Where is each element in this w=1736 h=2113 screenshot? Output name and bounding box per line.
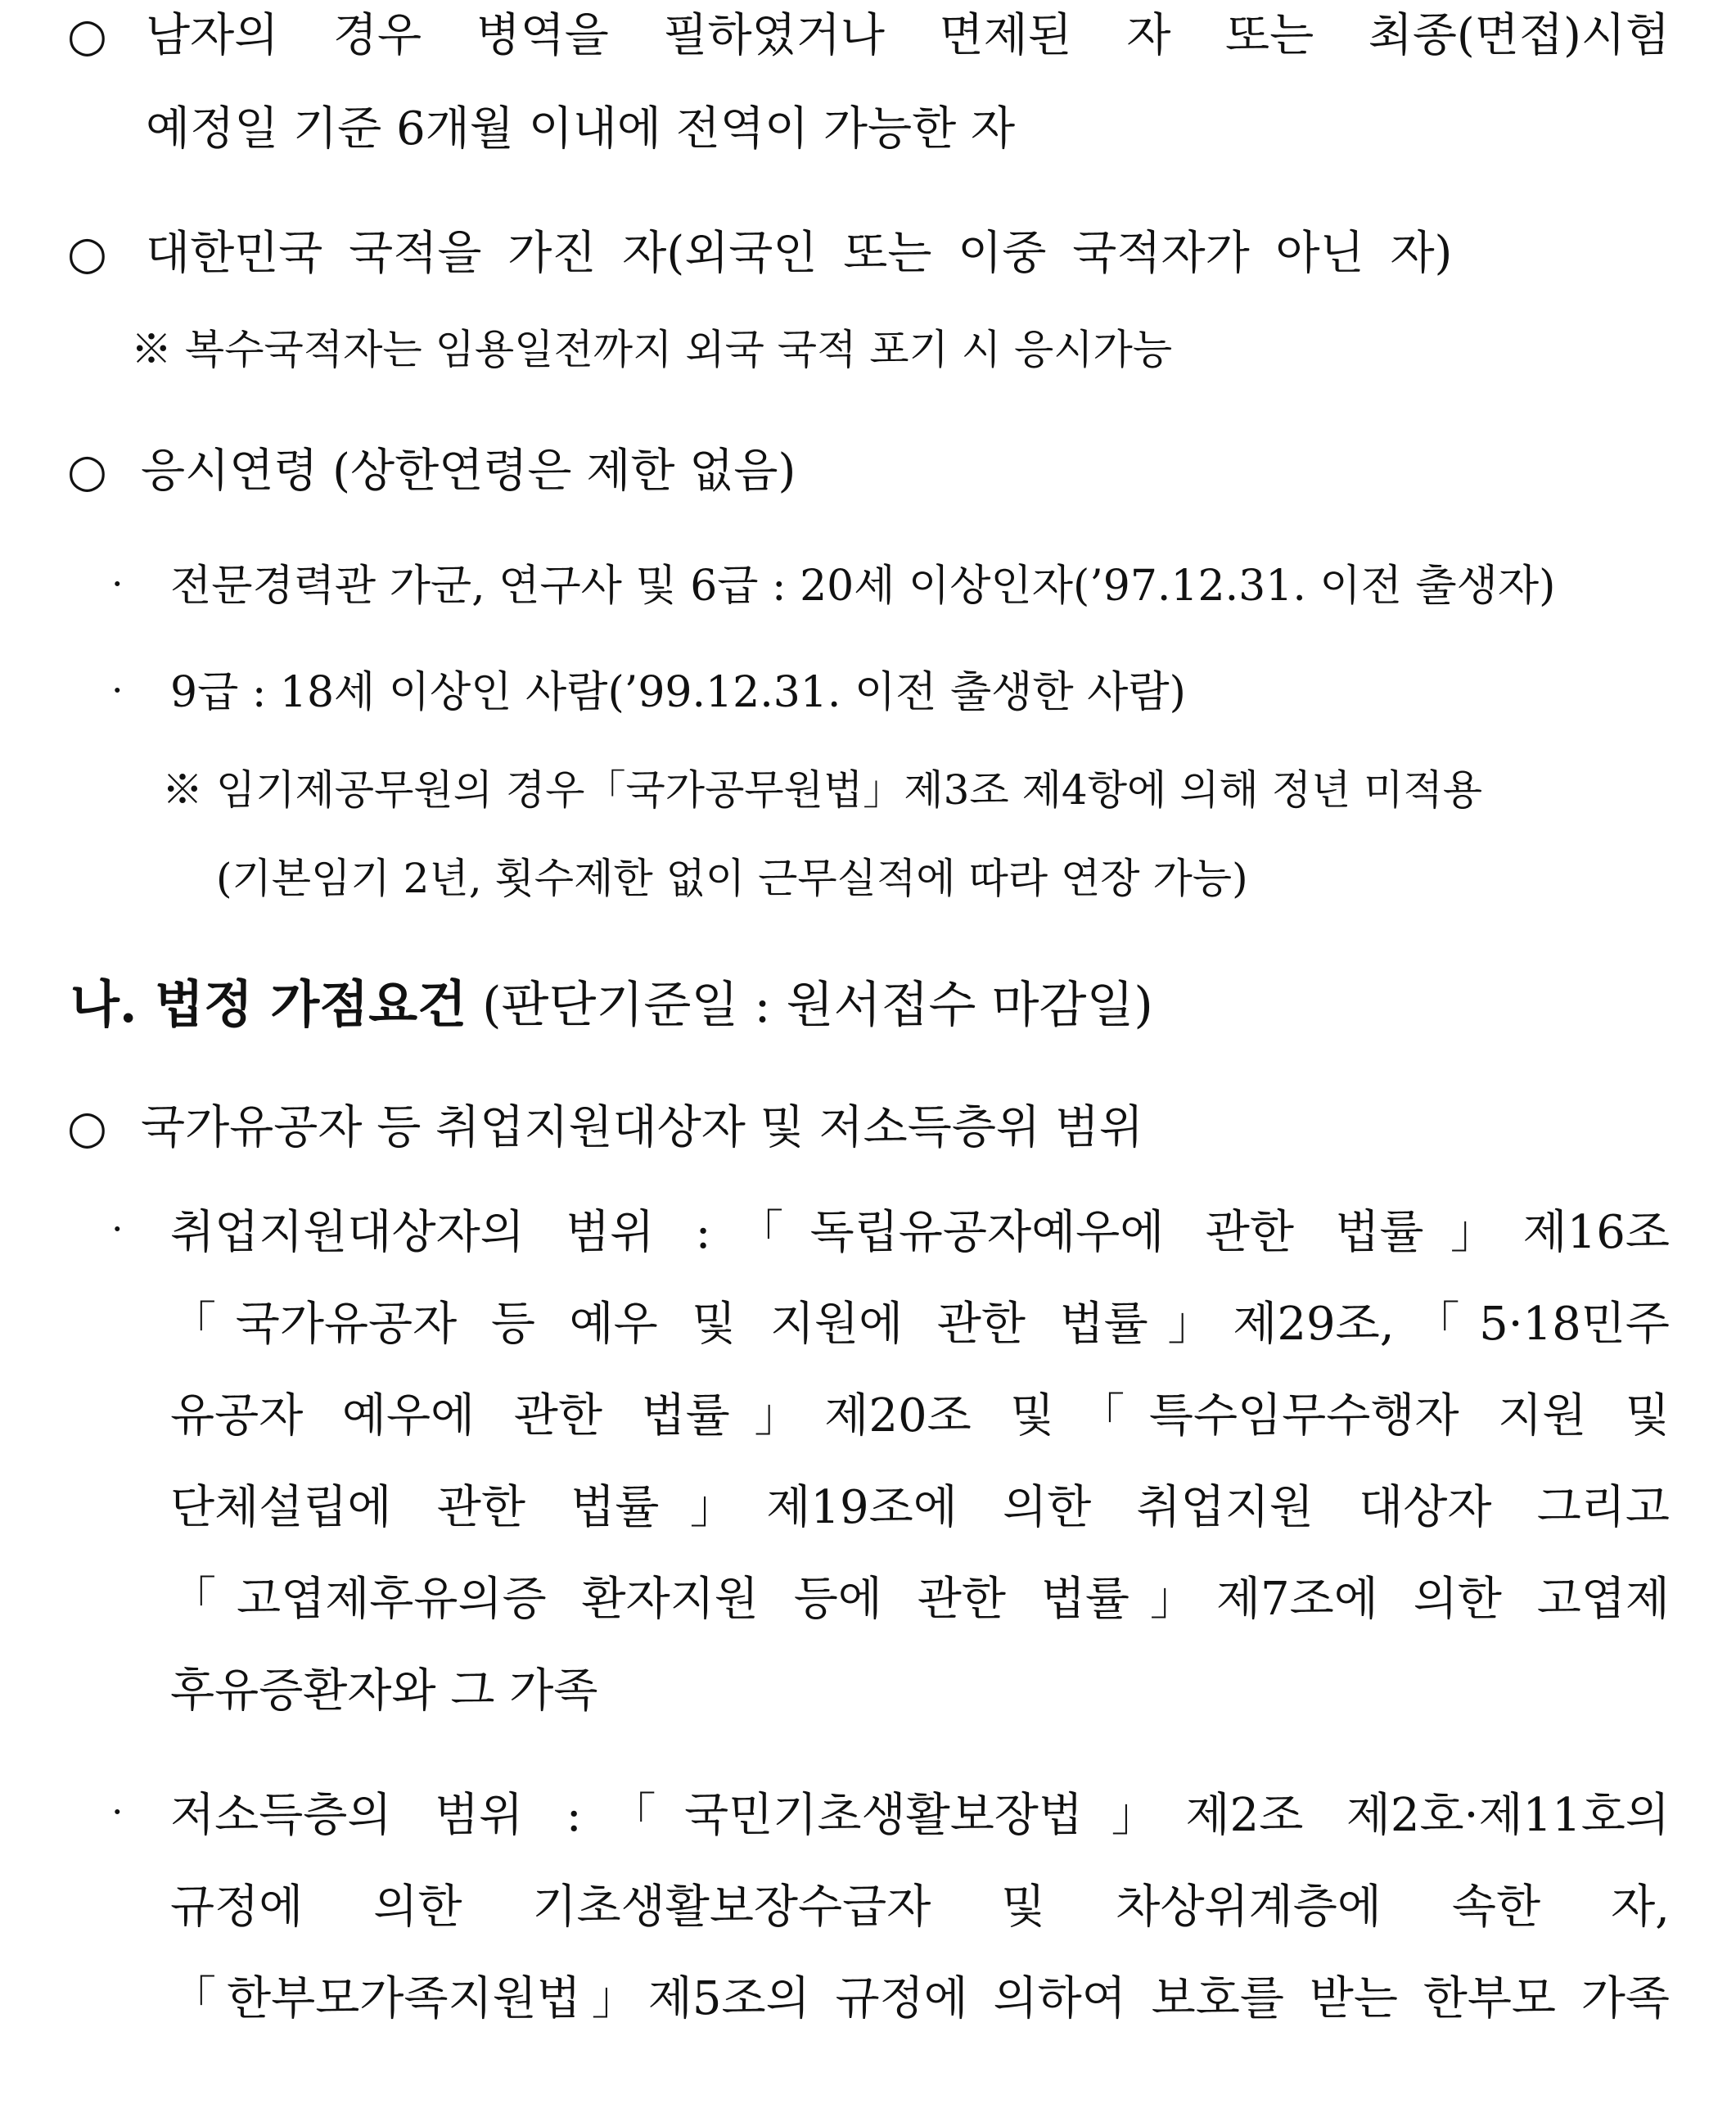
fixed-term-official-note: ※ 임기제공무원의 경우「국가공무원법」제3조 제4항에 의해 정년 미적용 [162,766,1483,814]
military-requirement-line-1: 남자의 경우 병역을 필하였거나 면제된 자 또는 최종(면접)시험 [146,9,1670,62]
low-income-line-2: 규정에 의한 기초생활보장수급자 및 차상위계층에 속한 자, [170,1880,1670,1934]
merit-scope-heading: 국가유공자 등 취업지원대상자 및 저소득층위 범위 [141,1101,1144,1154]
section-heading-criteria: (판단기준일 : 원서접수 마감일) [482,977,1153,1034]
low-income-line-1: 저소득층의 범위 :「국민기초생활보장법」제2조 제2호·제11호의 [170,1789,1670,1842]
section-heading-bonus-points [70,974,1153,1034]
employment-support-line-5: 「고엽제후유의증 환자지원 등에 관한 법률」제7조에 의한 고엽제 [170,1573,1670,1626]
employment-support-line-2: 「국가유공자 등 예우 및 지원에 관한 법률」제29조,「5·18민주 [170,1298,1670,1351]
age-requirement-senior: 전문경력관 가군, 연구사 및 6급 : 20세 이상인자(’97.12.31. 이전 출생자) [170,562,1556,611]
age-requirement-heading: 응시연령 (상한연령은 제한 없음) [141,445,796,498]
bullet-marker: · [111,1207,124,1251]
military-requirement-line-2: 예정일 기준 6개월 이내에 전역이 가능한 자 [146,102,1016,156]
dual-nationality-note: ※ 복수국적자는 임용일전까지 외국 국적 포기 시 응시가능 [131,326,1173,373]
employment-support-line-1: 취업지원대상자의 범위 :「독립유공자예우에 관한 법률」제16조 [170,1206,1670,1259]
bullet-marker: · [111,1790,124,1834]
fixed-term-official-note-detail: (기본임기 2년, 횟수제한 없이 근무실적에 따라 연장 가능) [216,855,1248,902]
circle-marker: ○ [67,9,107,62]
age-requirement-grade9: 9급 : 18세 이상인 사람(’99.12.31. 이전 출생한 사람) [170,668,1186,717]
bullet-marker: · [111,562,124,606]
section-heading-title: 나. 법정 가점요건 [70,974,467,1034]
nationality-requirement: 대한민국 국적을 가진 자(외국인 또는 이중 국적자가 아닌 자) [146,227,1453,280]
employment-support-line-6: 후유증환자와 그 가족 [170,1664,598,1718]
circle-marker: ○ [67,1101,107,1154]
employment-support-line-3: 유공자 예우에 관한 법률」제20조 및「특수임무수행자 지원 및 [170,1389,1670,1443]
low-income-line-3: 「한부모가족지원법」제5조의 규정에 의하여 보호를 받는 한부모 가족 [170,1972,1670,2025]
bullet-marker: · [111,668,124,712]
circle-marker: ○ [67,227,107,280]
employment-support-line-4: 단체설립에 관한 법률」제19조에 의한 취업지원 대상자 그리고 [170,1481,1670,1534]
circle-marker: ○ [67,445,107,498]
